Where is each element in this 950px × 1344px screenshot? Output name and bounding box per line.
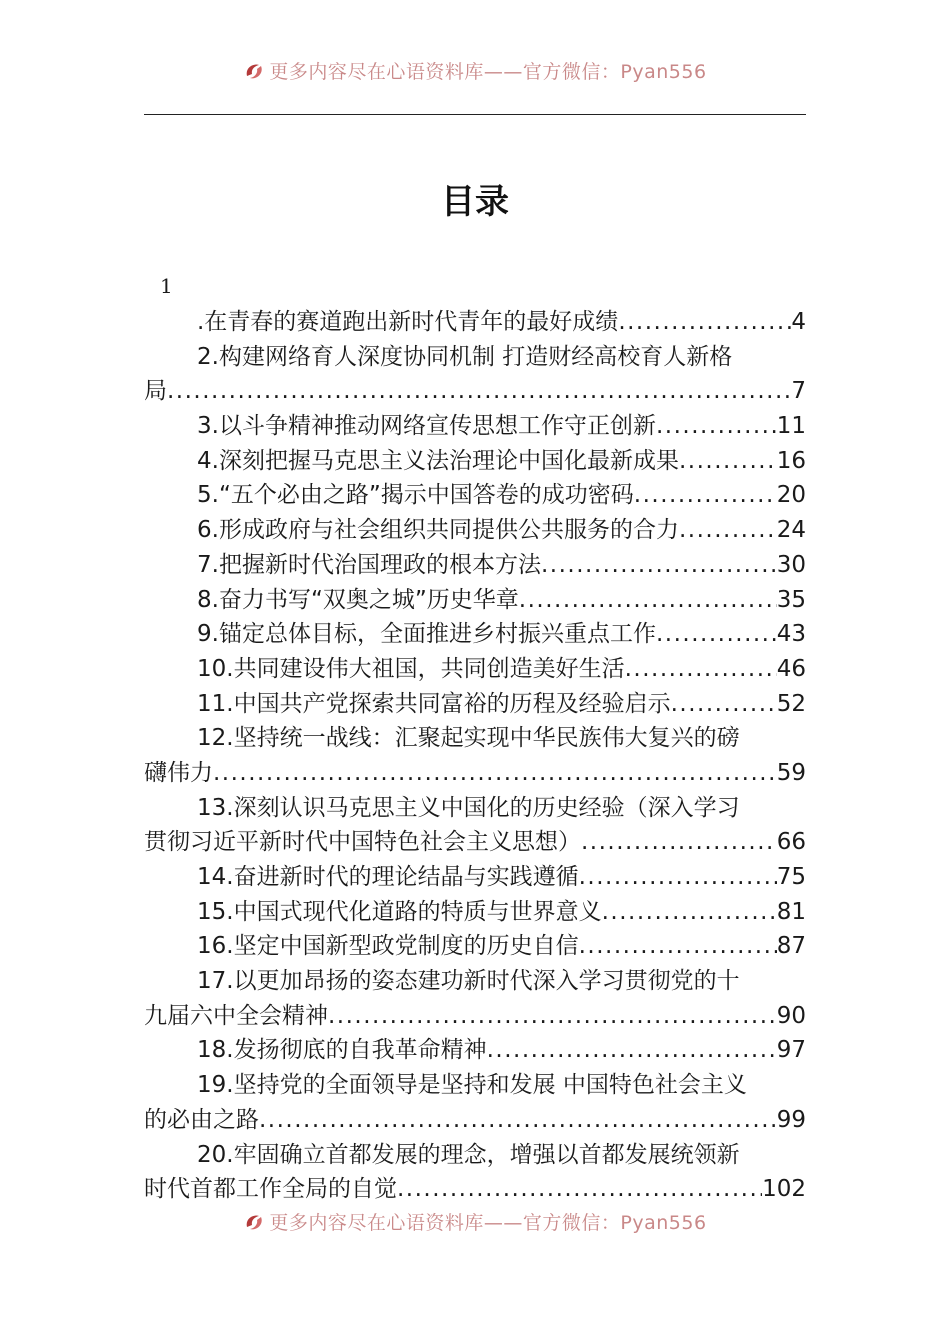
toc-entry-line — [144, 409, 806, 444]
page-title: 目录 — [441, 182, 509, 222]
watermark-header — [0, 57, 950, 83]
toc-entry[interactable] — [144, 1033, 806, 1068]
toc-entry-line — [144, 721, 806, 756]
toc-page-number: 16 — [776, 447, 806, 474]
toc-page-number: 59 — [776, 759, 806, 786]
toc-leader-dots — [625, 652, 777, 687]
toc-entry-line — [144, 1068, 806, 1103]
toc-page-number: 97 — [776, 1037, 806, 1064]
toc-entry-title: 局 — [144, 378, 167, 405]
toc-entry-line — [144, 1138, 806, 1173]
toc-leader-dots — [167, 374, 791, 409]
logo-icon — [243, 60, 265, 82]
toc-page-number: 87 — [776, 933, 806, 960]
logo-icon — [243, 1211, 265, 1233]
toc-entry-title: 9.锚定总体目标，全面推进乡村振兴重点工作 — [197, 621, 656, 648]
table-of-contents — [144, 305, 806, 1207]
toc-leader-dots — [679, 444, 777, 479]
toc-page-number: 20 — [776, 482, 806, 509]
toc-leader-dots — [634, 478, 777, 513]
toc-leader-dots — [581, 825, 777, 860]
toc-entry-line — [144, 652, 806, 687]
toc-entry[interactable] — [144, 929, 806, 964]
toc-entry-title: 19.坚持党的全面领导是坚持和发展 中国特色社会主义 — [197, 1072, 747, 1099]
toc-entry-title: 18.发扬彻底的自我革命精神 — [197, 1037, 487, 1064]
toc-entry-title: 5.“五个必由之路”揭示中国答卷的成功密码 — [197, 482, 634, 509]
toc-entry[interactable] — [144, 687, 806, 722]
toc-entry-line — [144, 999, 806, 1034]
toc-entry[interactable] — [144, 1068, 806, 1137]
toc-leader-dots — [397, 1172, 762, 1207]
toc-entry-title: 贯彻习近平新时代中国特色社会主义思想） — [144, 829, 581, 856]
toc-entry[interactable] — [144, 478, 806, 513]
toc-entry-line — [144, 340, 806, 375]
toc-page-number: 11 — [776, 413, 806, 440]
toc-entry[interactable] — [144, 895, 806, 930]
toc-entry[interactable] — [144, 617, 806, 652]
toc-entry-line — [144, 478, 806, 513]
toc-entry-line — [144, 1172, 806, 1207]
toc-page-number: 66 — [776, 829, 806, 856]
toc-leader-dots — [213, 756, 777, 791]
toc-page-number: 52 — [776, 690, 806, 717]
toc-entry-title: 7.把握新时代治国理政的根本方法 — [197, 551, 541, 578]
toc-entry-title: 礴伟力 — [144, 759, 213, 786]
toc-entry[interactable] — [144, 583, 806, 618]
toc-entry[interactable] — [144, 513, 806, 548]
toc-entry[interactable] — [144, 548, 806, 583]
toc-entry[interactable] — [144, 409, 806, 444]
toc-entry[interactable] — [144, 860, 806, 895]
toc-entry-line — [144, 756, 806, 791]
toc-entry-line — [144, 444, 806, 479]
toc-leader-dots — [487, 1033, 777, 1068]
toc-entry-line — [144, 895, 806, 930]
toc-entry-title: 12.坚持统一战线：汇聚起实现中华民族伟大复兴的磅 — [197, 725, 740, 752]
toc-entry-title: 的必由之路 — [144, 1106, 259, 1133]
toc-entry-line — [144, 791, 806, 826]
toc-leader-dots — [679, 513, 777, 548]
toc-entry-line — [144, 1033, 806, 1068]
toc-leader-dots — [541, 548, 777, 583]
toc-page-number: 99 — [776, 1106, 806, 1133]
toc-entry-line — [144, 583, 806, 618]
toc-leader-dots — [259, 1103, 777, 1138]
toc-first-number: 1 — [160, 274, 173, 298]
toc-entry[interactable] — [144, 340, 806, 409]
toc-entry-title: 6.形成政府与社会组织共同提供公共服务的合力 — [197, 517, 679, 544]
toc-entry-line — [144, 687, 806, 722]
toc-entry-line — [144, 374, 806, 409]
toc-leader-dots — [579, 929, 777, 964]
toc-entry-line — [144, 305, 806, 340]
toc-entry-line — [144, 860, 806, 895]
toc-entry[interactable] — [144, 721, 806, 790]
toc-entry-title: 14.奋进新时代的理论结晶与实践遵循 — [197, 864, 579, 890]
toc-entry-line — [144, 548, 806, 583]
watermark-text: 更多内容尽在心语资料库——官方微信：Pyan556 — [269, 1212, 707, 1234]
watermark-footer — [0, 1208, 950, 1234]
toc-entry-title: 17.以更加昂扬的姿态建功新时代深入学习贯彻党的十 — [197, 968, 740, 995]
toc-entry-title: 时代首都工作全局的自觉 — [144, 1176, 397, 1203]
toc-entry-title: 15.中国式现代化道路的特质与世界意义 — [197, 898, 602, 925]
toc-page-number: 43 — [776, 621, 806, 648]
toc-entry-title: 16.坚定中国新型政党制度的历史自信 — [197, 933, 579, 960]
toc-page-number: 30 — [776, 551, 806, 578]
toc-entry-title: 2.构建网络育人深度协同机制 打造财经高校育人新格 — [197, 343, 733, 370]
toc-entry[interactable] — [144, 652, 806, 687]
toc-entry-title: 4.深刻把握马克思主义法治理论中国化最新成果 — [197, 447, 679, 474]
toc-entry[interactable] — [144, 1138, 806, 1207]
toc-page-number: 75 — [776, 864, 806, 890]
toc-entry-title: 11.中国共产党探索共同富裕的历程及经验启示 — [197, 690, 671, 717]
toc-page-number: 102 — [762, 1176, 806, 1203]
toc-entry-line — [144, 1103, 806, 1138]
toc-entry-line — [144, 617, 806, 652]
toc-page-number: 81 — [776, 898, 806, 925]
watermark-text: 更多内容尽在心语资料库——官方微信：Pyan556 — [269, 61, 707, 83]
toc-entry-line — [144, 929, 806, 964]
toc-entry-line — [144, 964, 806, 999]
toc-entry-title: 九届六中全会精神 — [144, 1002, 328, 1029]
toc-leader-dots — [656, 617, 777, 652]
toc-leader-dots — [671, 687, 777, 722]
toc-entry-title: 10.共同建设伟大祖国，共同创造美好生活 — [197, 655, 625, 682]
toc-page-number: 46 — [776, 655, 806, 682]
toc-page-number: 90 — [776, 1002, 806, 1029]
toc-entry-title: 13.深刻认识马克思主义中国化的历史经验（深入学习 — [197, 794, 740, 821]
toc-leader-dots — [579, 860, 777, 895]
toc-entry[interactable] — [144, 305, 806, 340]
toc-leader-dots — [656, 409, 777, 444]
toc-entry-title: 3.以斗争精神推动网络宣传思想工作守正创新 — [197, 413, 656, 440]
toc-leader-dots — [328, 999, 777, 1034]
toc-entry-title: .在青春的赛道跑出新时代青年的最好成绩 — [197, 309, 619, 335]
toc-entry[interactable] — [144, 964, 806, 1033]
toc-leader-dots — [519, 583, 777, 618]
toc-entry-title: 8.奋力书写“双奥之城”历史华章 — [197, 586, 519, 613]
toc-leader-dots — [618, 305, 791, 340]
toc-entry[interactable] — [144, 444, 806, 479]
toc-entry-title: 20.牢固确立首都发展的理念，增强以首都发展统领新 — [197, 1141, 740, 1168]
toc-entry[interactable] — [144, 791, 806, 860]
toc-page-number: 35 — [776, 586, 806, 613]
toc-entry-line — [144, 513, 806, 548]
toc-page-number: 4 — [791, 309, 806, 335]
toc-page-number: 7 — [791, 378, 806, 405]
header-rule — [144, 114, 806, 115]
toc-page-number: 24 — [776, 517, 806, 544]
toc-leader-dots — [602, 895, 777, 930]
toc-entry-line — [144, 825, 806, 860]
